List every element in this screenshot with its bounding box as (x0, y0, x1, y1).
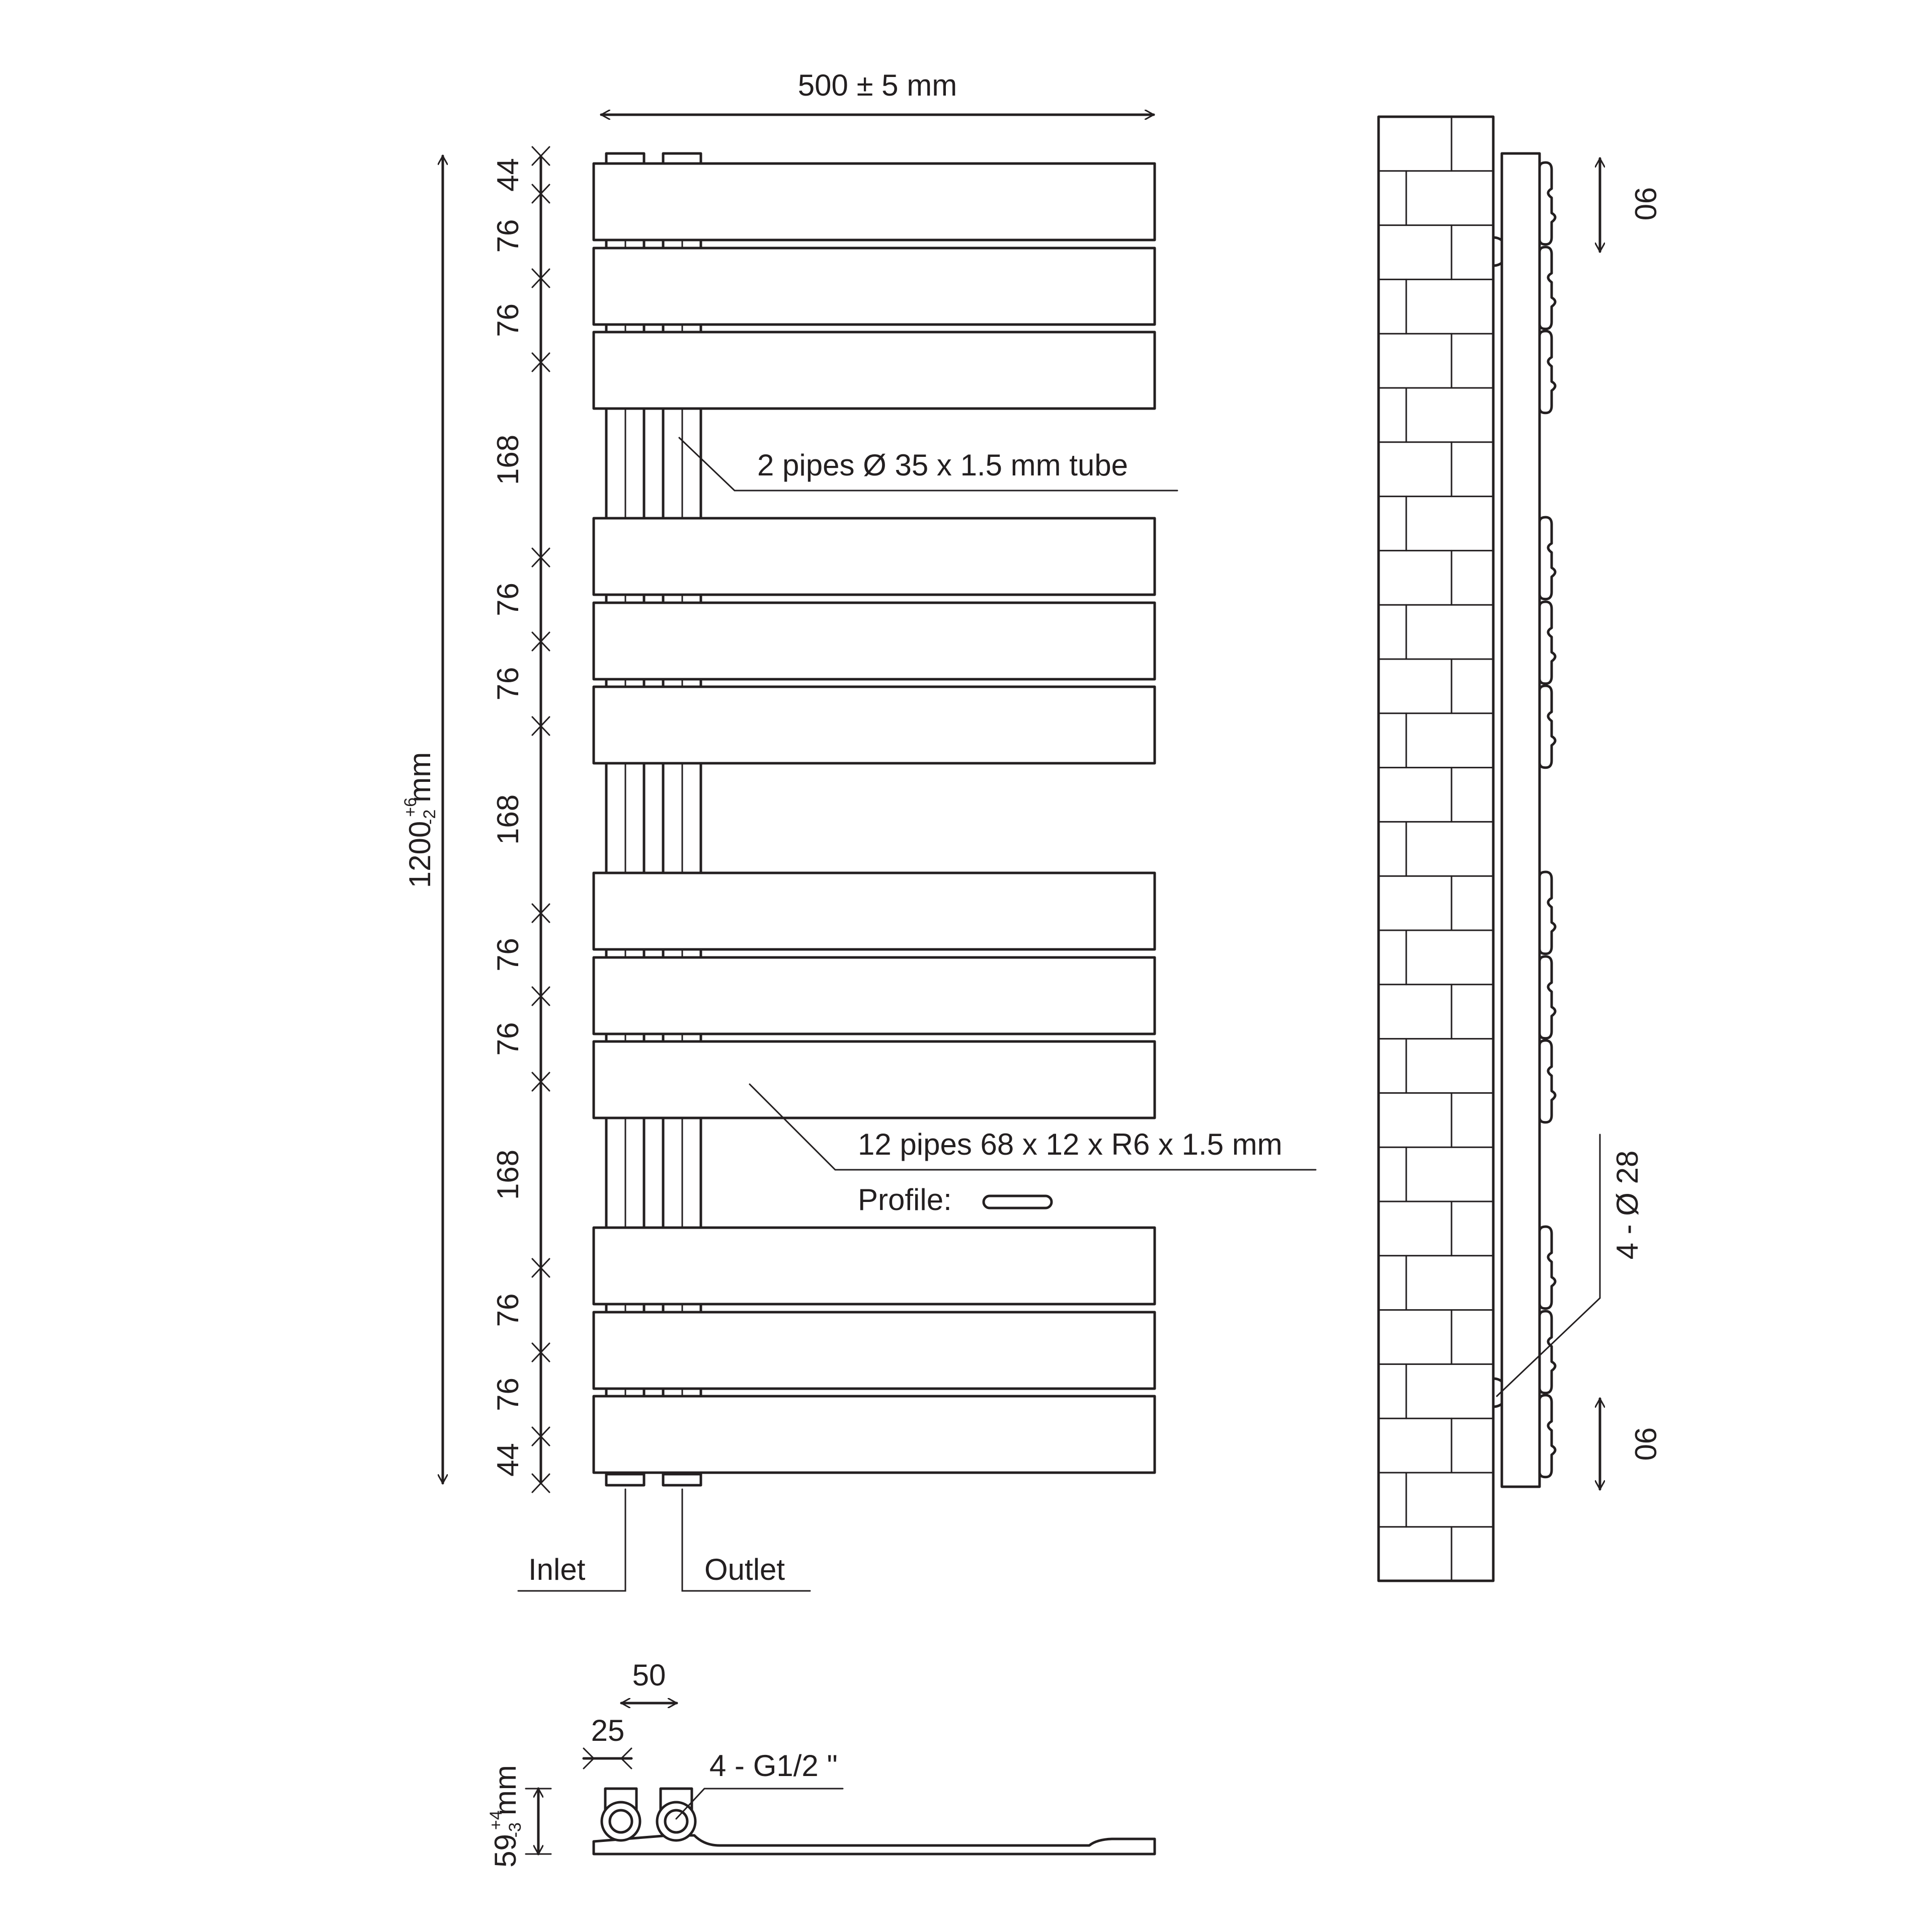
panel-2 (594, 248, 1155, 325)
height-dim-label (401, 752, 439, 888)
profile-icon (984, 1196, 1052, 1208)
inlet-label: Inlet (528, 1553, 586, 1586)
panel-side-profile-7 (1540, 872, 1555, 954)
bottom-offset-label: 90 (1629, 1427, 1662, 1461)
spacing-label: 76 (491, 938, 525, 972)
offset-label: 25 (591, 1714, 625, 1747)
thread-leader (676, 1789, 843, 1819)
horizontal-pipes-callout: 12 pipes 68 x 12 x R6 x 1.5 mm (858, 1128, 1282, 1161)
spacing-label: 76 (491, 303, 525, 337)
bracket-callout: 4 - Ø 28 (1611, 1150, 1644, 1260)
spacing-labels (491, 158, 525, 1477)
panel-7 (594, 873, 1155, 949)
panel-side-profile-8 (1540, 956, 1555, 1038)
panel-1 (594, 164, 1155, 240)
thread-label: 4 - G1/2 " (709, 1749, 838, 1783)
spacing-label: 76 (491, 1022, 525, 1056)
side-view (1379, 117, 1662, 1581)
vertical-pipes-callout: 2 pipes Ø 35 x 1.5 mm tube (757, 448, 1129, 482)
spacing-label: 168 (491, 1149, 525, 1200)
spacing-label: 76 (491, 219, 525, 253)
spacing-label: 168 (491, 794, 525, 845)
panel-side-profile-10 (1540, 1227, 1555, 1309)
panel-5 (594, 603, 1155, 679)
spacing-label: 168 (491, 434, 525, 486)
panel-side-profile-6 (1540, 686, 1555, 768)
panel-8 (594, 957, 1155, 1034)
svg-text:59+4-3mm: $59^{+4}-3mm$ (487, 1765, 525, 1868)
panel-side-profiles (1540, 163, 1555, 1477)
panel-side-profile-2 (1540, 247, 1555, 329)
bottom-view (487, 1658, 1155, 1868)
pitch-label: 50 (632, 1658, 666, 1692)
panel-side-profile-9 (1540, 1040, 1555, 1122)
brick-courses (1379, 117, 1493, 1581)
panel-side-profile-4 (1540, 517, 1555, 599)
spacing-label: 76 (491, 1378, 525, 1411)
panel-11 (594, 1312, 1155, 1389)
spacing-label: 76 (491, 1293, 525, 1327)
depth-label (487, 1765, 525, 1868)
panel-9 (594, 1041, 1155, 1118)
outlet-label: Outlet (704, 1553, 785, 1586)
panel-6 (594, 687, 1155, 763)
svg-text:1200+6-2mm: $1200^{+6}-2mm$ (401, 752, 439, 889)
top-offset-label: 90 (1629, 187, 1662, 221)
panel-10 (594, 1228, 1155, 1304)
spacing-label: 44 (491, 1443, 525, 1477)
spacing-label: 44 (491, 158, 525, 192)
outlet-pipe-icon (657, 1802, 695, 1840)
panel-side-profile-12 (1540, 1395, 1555, 1477)
panel-12 (594, 1396, 1155, 1473)
panel-3 (594, 332, 1155, 409)
outlet-stub-bottom (663, 1474, 701, 1485)
inlet-stub-bottom (606, 1474, 644, 1485)
panel-side-profile-11 (1540, 1311, 1555, 1393)
radiator-side-bar (1502, 153, 1540, 1487)
panel-side-profile-5 (1540, 602, 1555, 684)
panel-side-profile-3 (1540, 331, 1555, 413)
spacing-label: 76 (491, 583, 525, 616)
spacing-label: 76 (491, 667, 525, 701)
panel-4 (594, 518, 1155, 595)
profile-label: Profile: (858, 1183, 952, 1217)
brick-wall (1379, 117, 1493, 1581)
panel-side-profile-1 (1540, 163, 1555, 245)
width-dim-label: 500 ± 5 mm (797, 68, 957, 102)
inlet-pipe-icon (602, 1802, 640, 1840)
front-view (401, 68, 1316, 1591)
